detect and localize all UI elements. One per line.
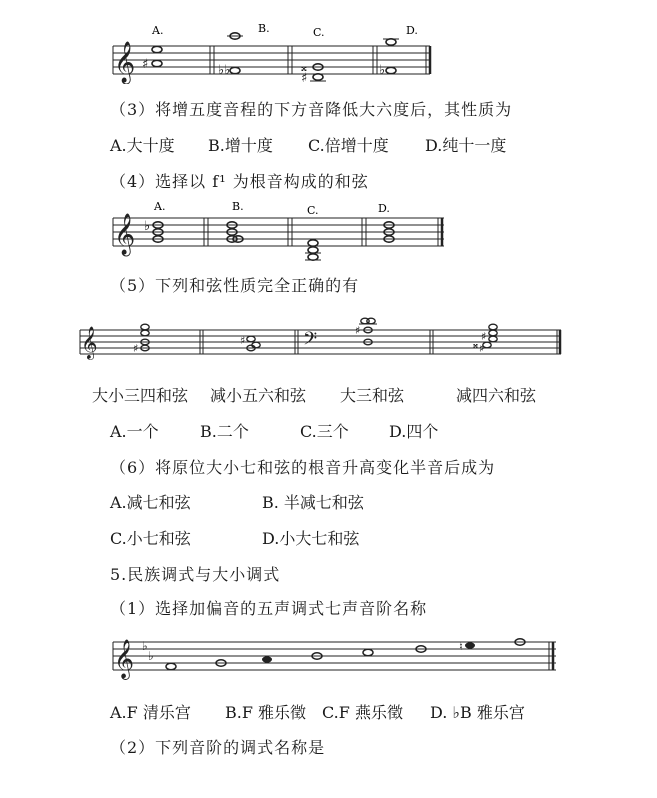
- scale-notation: [108, 628, 558, 680]
- section-5-title: 5.民族调式与大小调式: [110, 565, 281, 584]
- q6-question: （6）将原位大小七和弦的根音升高变化半音后成为: [110, 458, 496, 477]
- treble-clef-icon: 𝄞: [114, 42, 136, 83]
- natural-icon: ♮: [459, 640, 463, 653]
- treble-clef-icon: 𝄞: [114, 214, 136, 255]
- q4-question: （4）选择以 f¹ 为根音构成的和弦: [110, 172, 369, 191]
- s5-q1-option-a[interactable]: A.F 清乐宫: [110, 703, 191, 722]
- interval-label-c: C.: [313, 26, 325, 39]
- scale-staff: [108, 628, 558, 680]
- q6-option-d[interactable]: D.小大七和弦: [262, 529, 360, 548]
- chord-staff-f1: [108, 200, 448, 262]
- q3-option-d[interactable]: D.纯十一度: [425, 136, 507, 155]
- double-sharp-icon: 𝄪: [301, 60, 307, 75]
- q5-option-b[interactable]: B.二个: [200, 422, 249, 441]
- chord-label-a: A.: [154, 200, 166, 213]
- q6-option-a[interactable]: A.减七和弦: [110, 493, 191, 512]
- q6-option-c[interactable]: C.小七和弦: [110, 529, 191, 548]
- chord-label-d: D.: [378, 202, 390, 215]
- chord-notation-f1: [108, 200, 448, 262]
- sharp-icon: ♯: [133, 342, 139, 355]
- sharp-icon: ♯: [481, 330, 487, 343]
- chord-staff-q5: [75, 314, 565, 368]
- treble-clef-icon: 𝄞: [114, 639, 135, 679]
- q5-chord-name-1: 大小三四和弦: [92, 386, 189, 405]
- filled-notehead: [465, 642, 475, 648]
- q5-chord-name-4: 减四六和弦: [456, 386, 537, 405]
- key-signature-flat-icon: ♭: [148, 649, 154, 663]
- sharp-icon: ♯: [240, 334, 246, 347]
- interval-label-a: A.: [152, 24, 164, 37]
- sharp-icon: ♯: [355, 324, 361, 337]
- double-sharp-icon: 𝄪: [473, 338, 478, 351]
- chord-notation-q5: [75, 314, 565, 368]
- interval-label-d: D.: [406, 24, 418, 37]
- sharp-icon: ♯: [301, 71, 308, 84]
- sharp-icon: ♯: [479, 342, 485, 355]
- q5-chord-name-2: 减小五六和弦: [210, 386, 307, 405]
- sharp-icon: ♯: [142, 57, 149, 72]
- bass-clef-icon: 𝄢: [303, 329, 318, 354]
- s5-q1-option-b[interactable]: B.F 雅乐徵: [225, 703, 307, 722]
- q3-option-b[interactable]: B.增十度: [208, 136, 273, 155]
- key-signature-flat-icon: ♭: [142, 639, 148, 653]
- q3-question: （3）将增五度音程的下方音降低大六度后，其性质为: [110, 100, 513, 119]
- s5-q1-question: （1）选择加偏音的五声调式七声音阶名称: [110, 599, 428, 618]
- chord-label-c: C.: [307, 204, 319, 217]
- q5-chord-name-3: 大三和弦: [340, 386, 405, 405]
- q5-option-c[interactable]: C.三个: [300, 422, 349, 441]
- chord-label-b: B.: [232, 200, 244, 213]
- interval-staff: [108, 22, 448, 84]
- q3-option-a[interactable]: A.大十度: [110, 136, 175, 155]
- flat-icon: ♭: [144, 219, 151, 234]
- s5-q1-option-c[interactable]: C.F 燕乐徵: [322, 703, 403, 722]
- treble-clef-icon: 𝄞: [81, 326, 98, 359]
- flat-icon: ♭: [379, 63, 386, 78]
- interval-notation: [108, 22, 448, 84]
- double-flat-icon: ♭♭: [218, 63, 231, 78]
- q5-option-a[interactable]: A.一个: [110, 422, 159, 441]
- q5-option-d[interactable]: D.四个: [389, 422, 439, 441]
- q5-question: （5）下列和弦性质完全正确的有: [110, 276, 360, 295]
- s5-q1-option-d[interactable]: D. ♭B 雅乐宫: [430, 703, 525, 722]
- interval-label-b: B.: [258, 22, 270, 35]
- q3-option-c[interactable]: C.倍增十度: [308, 136, 389, 155]
- filled-notehead: [262, 656, 272, 662]
- q6-option-b[interactable]: B. 半减七和弦: [262, 493, 364, 512]
- s5-q2-question: （2）下列音阶的调式名称是: [110, 738, 326, 757]
